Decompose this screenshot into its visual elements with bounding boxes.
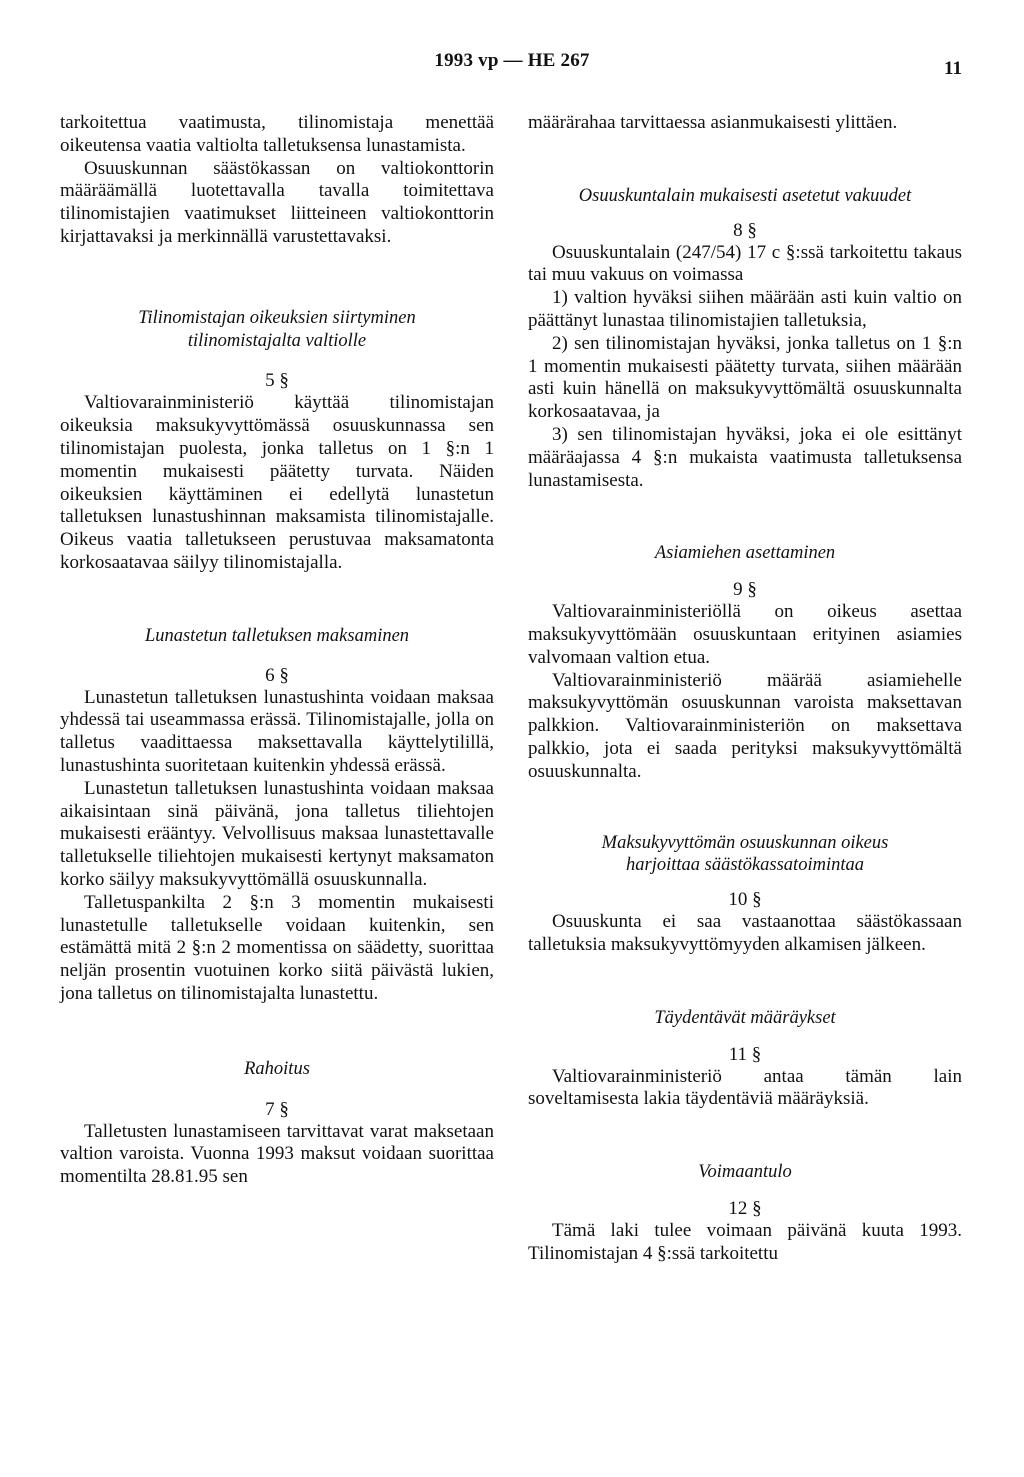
paragraph: määrärahaa tarvittaessa asianmukaisesti ylittäen.: [528, 112, 898, 133]
section-heading: Asiamiehen asettaminen: [654, 543, 836, 564]
paragraph: Tämä laki tulee voimaan päivänä kuuta 1993. Tilinomistajan 4 §:ssä tarkoitettu: [528, 1219, 962, 1264]
paragraph: Osuuskunnan säästökassan on valtiokonttorin määräämällä luotettavalla tavalla toimitettava tilinomistajien vaatimukset liitteineen valtiokonttorin kirjattavaksi ja merkinnällä varustettavaksi.: [60, 157, 494, 247]
paragraph: Valtiovarainministeriö määrää asiamiehelle maksukyvyttömän osuuskunnan varoista maksettavan palkkion. Valtiovarainministeriön on maksettava palkkio, jota ei saada perityksi maksukyvyttömältä osuuskunnalta.: [528, 669, 962, 782]
paragraph: Lunastetun talletuksen lunastushinta voidaan maksaa yhdessä tai useammassa erässä. Tilinomistajalle, jolla on talletus vaadittaessa maksettavalla käyttelytilillä, lunastushinta suoritetaan kuitenkin yhdessä erässä.: [60, 686, 494, 776]
section-number: 5 §: [265, 370, 289, 392]
paragraph: Talletuspankilta 2 §:n 3 momentin mukaisesti lunastetulle talletukselle voidaan kuitenkin, sen estämättä mitä 2 §:n 2 momentissa on säädetty, suorittaa neljän prosentin vuotuinen korko siitä päivästä lukien, jona talletus on tilinomistajalta lunastettu.: [60, 891, 494, 1004]
paragraph: Osuuskunta ei saa vastaanottaa säästökassaan talletuksia maksukyvyttömyyden alkamisen jälkeen.: [528, 911, 962, 955]
section-number: 9 §: [733, 579, 757, 601]
paragraph: 1) valtion hyväksi siihen määrään asti kuin valtio on päättänyt lunastaa tilinomistajien talletuksia,: [528, 287, 962, 331]
section-number: 8 §: [733, 219, 757, 241]
paragraph: Valtiovarainministeriö käyttää tilinomistajan oikeuksia maksukyvyttömässä osuuskunnassa sen tilinomistajan puolesta, jonka talletus on 1 §:n 1 momentin mukaisesti päätetty turvata. Näiden oikeuksien käyttäminen ei edellytä lunastetun talletuksen lunastushinnan maksamista tilinomistajalle. Oikeus vaatia talletukseen perustuvaa maksamatonta korkosaatavaa säilyy tilinomistajalla.: [60, 392, 494, 573]
section-heading: Lunastetun talletuksen maksaminen: [144, 625, 410, 646]
section-number: 7 §: [265, 1098, 289, 1120]
section-number: 6 §: [265, 664, 289, 686]
paragraph: Lunastetun talletuksen lunastushinta voidaan maksaa aikaisintaan sinä päivänä, jona talletus tiliehtojen mukaisesti erääntyy. Velvollisuus maksaa lunastettavalle talletukselle tiliehtojen mukaisesti kertynyt maksamaton korko säilyy maksukyvyttömällä osuuskunnalla.: [60, 777, 494, 890]
page-number: 11: [944, 58, 962, 79]
section-heading: Täydentävät määräykset: [654, 1007, 836, 1028]
section-number: 10 §: [728, 889, 762, 911]
paragraph: 3) sen tilinomistajan hyväksi, joka ei ole esittänyt määräajassa 4 §:n mukaista vaatimusta talletuksensa lunastamisesta.: [528, 423, 962, 491]
running-head: 1993 vp — HE 267: [434, 50, 590, 71]
section-heading: Osuuskuntalain mukaisesti asetetut vakuudet: [578, 185, 912, 206]
paragraph: tarkoitettua vaatimusta, tilinomistaja menettää oikeutensa vaatia valtiolta talletuksensa lunastamista.: [60, 112, 494, 156]
section-heading: Voimaantulo: [698, 1162, 792, 1183]
paragraph: 2) sen tilinomistajan hyväksi, jonka talletus on 1 §:n 1 momentin mukaisesti päätetty turvata, siihen määrään asti kuin hänellä on maksukyvyttömältä osuuskunnalta korkosaatavaa, ja: [528, 332, 962, 423]
right-column: [528, 112, 962, 1266]
paragraph: Talletusten lunastamiseen tarvittavat varat maksetaan valtion varoista. Vuonna 1993 maksut voidaan suorittaa momentilta 28.81.95 sen: [60, 1120, 494, 1188]
section-heading: Tilinomistajan oikeuksien siirtyminen tilinomistajalta valtiolle: [138, 307, 416, 351]
section-heading: Maksukyvyttömän osuuskunnan oikeus harjoittaa säästökassatoimintaa: [601, 832, 889, 876]
paragraph: Valtiovarainministeriö antaa tämän lain soveltamisesta lakia täydentäviä määräyksiä.: [528, 1065, 962, 1110]
paragraph: Valtiovarainministeriöllä on oikeus asettaa maksukyvyttömään osuuskuntaan erityinen asiamies valvomaan valtion etua.: [528, 601, 962, 668]
paragraph: Osuuskuntalain (247/54) 17 c §:ssä tarkoitettu takaus tai muu vakuus on voimassa: [528, 241, 962, 286]
section-number: 11 §: [728, 1043, 762, 1065]
section-heading: Rahoitus: [244, 1058, 310, 1079]
section-number: 12 §: [728, 1197, 762, 1219]
left-column: [60, 112, 494, 1189]
